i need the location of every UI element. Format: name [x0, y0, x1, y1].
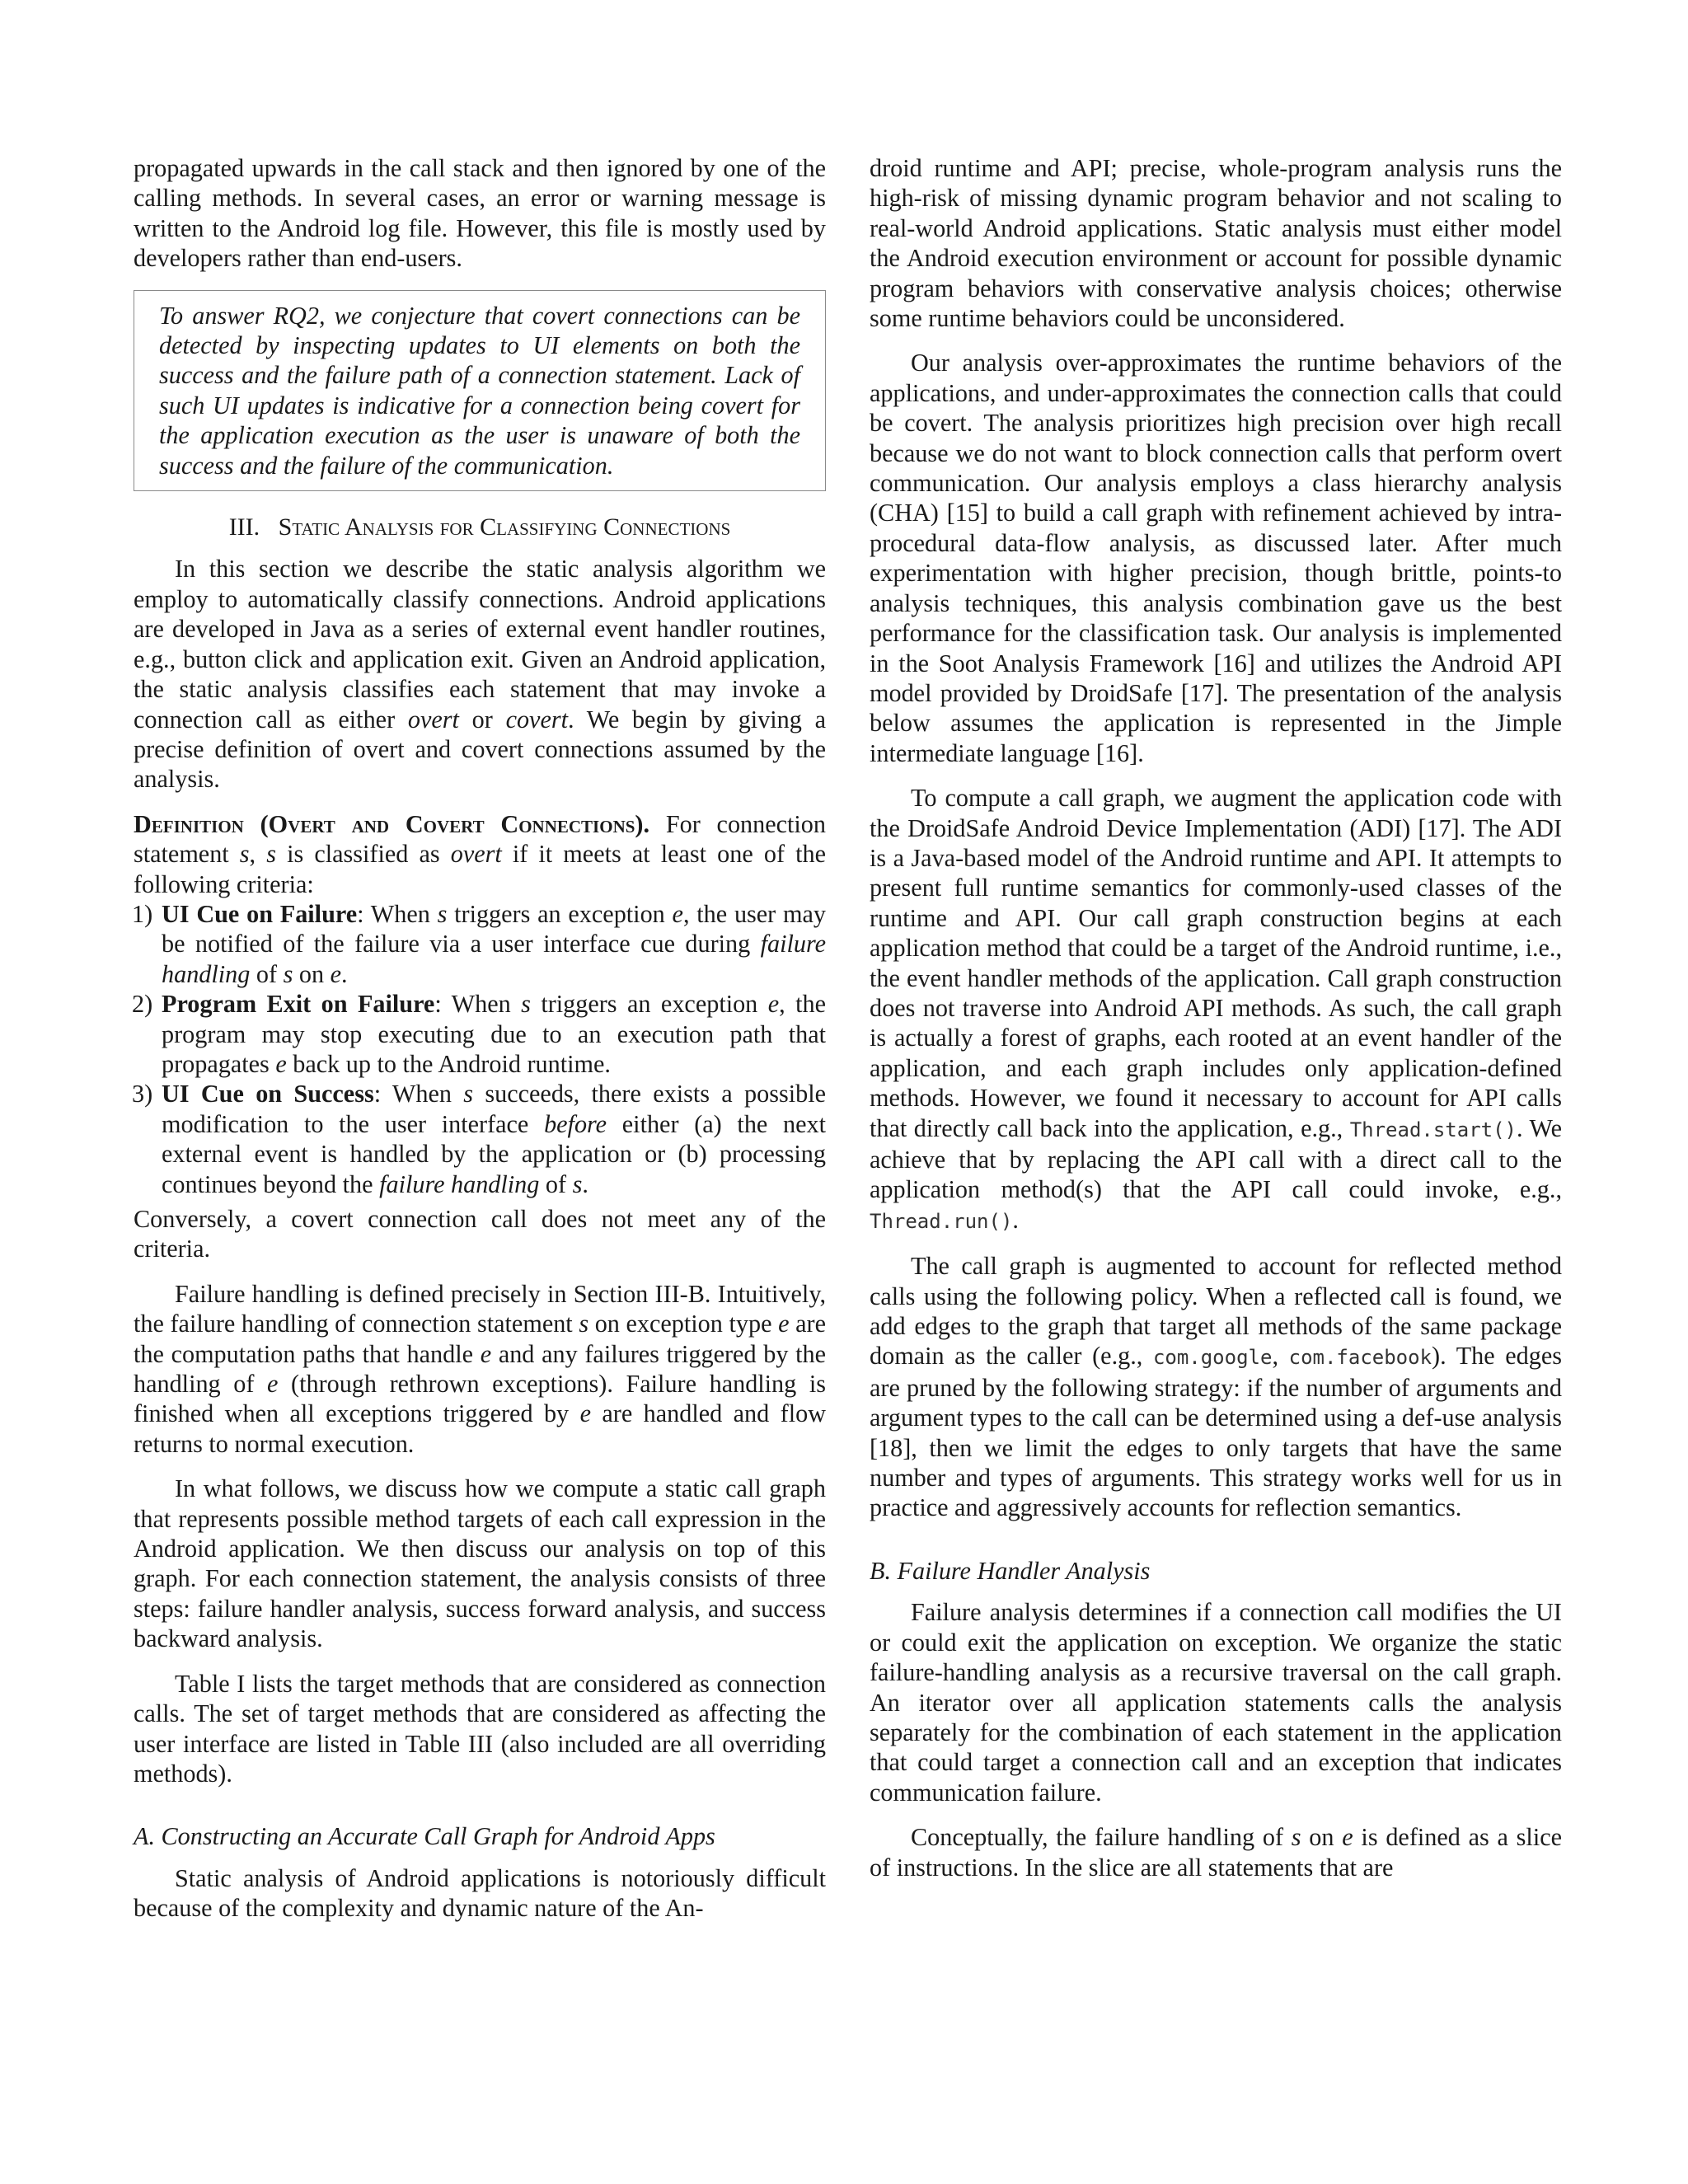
definition-paragraph: Definition (Overt and Covert Connections). For connection statement s, s is classified as overt if it meets at least one of the following criteria: [134, 809, 827, 898]
right-column [870, 153, 1562, 1897]
paragraph-section-intro: In this section we describe the static analysis algorithm we employ to automatically classify connections. Android applications are developed in Java as a series of external event handler routines, e.g., button click and application exit. Given an Android application, the static analysis classifies each statement that may invoke a connection call as either overt or covert. We begin by giving a precise definition of overt and covert connections assumed by the analysis. [134, 555, 827, 794]
paragraph-table-refs: Table I lists the target methods that are considered as connection calls. The set of target methods that are considered as affecting the user interface are listed in Table III (also included are all overriding methods). [134, 1669, 826, 1788]
criteria-list [134, 899, 826, 1199]
code-com: com [1288, 1346, 1325, 1370]
criterion-item: 2) Program Exit on Failure: When s triggers an exception e, the program may stop executing due to an execution path that propagates e back up to the Android runtime. [132, 990, 826, 1078]
definition-heading: Definition (Overt and Covert Connections). [134, 809, 650, 838]
left-column [134, 153, 826, 1938]
paragraph-intro: propagated upwards in the call stack and then ignored by one of the calling methods. In several cases, an error or warning message is written to the Android log file. However, this file is mostly used by developers rather than end-users. [134, 154, 826, 273]
paragraph-static-analysis: Static analysis of Android applications is notoriously difficult because of the complexity and dynamic nature of the An- [134, 1863, 826, 1923]
code-thread-run: Thread.run() [870, 1209, 1013, 1233]
paragraph-failure-handling: Failure handling is defined precisely in Section III-B. Intuitively, the failure handling of connection statement s on exception type e are the computation paths that handle e and any failures triggered by the handling of e (through rethrown exceptions). Failure handling is finished when all exceptions triggered by e are handled and flow returns to normal execution. [134, 1279, 826, 1458]
paragraph-conceptually: Conceptually, the failure handling of s on e is defined as a slice of instructions. In the slice are all statements that are [870, 1823, 1562, 1882]
rq2-box: To answer RQ2, we conjecture that covert connections can be detected by inspecting updates to UI elements on both the success and the failure path of a connection statement. Lack of such UI updates is indicative for a connection being covert for the application execution as the user is unaware of both the success and the failure of the communication. [134, 290, 826, 491]
paragraph-what-follows: In what follows, we discuss how we compute a static call graph that represents possible method targets of each call expression in the Android application. We then discuss our analysis on top of this graph. For each connection statement, the analysis consists of three steps: failure handler analysis, success forward analysis, and success backward analysis. [134, 1474, 826, 1653]
paragraph-continued: droid runtime and API; precise, whole-program analysis runs the high-risk of missing dynamic program behavior and not scaling to real-world Android applications. Static analysis must either model the Android execution environment or account for possible dynamic program behaviors with conservative analysis choices; otherwise some runtime behaviors could be unconsidered. [870, 154, 1562, 333]
subsection-a-heading: A. Constructing an Accurate Call Graph for Android Apps [134, 1822, 715, 1851]
section-heading [134, 513, 826, 542]
paragraph-call-graph: To compute a call graph, we augment the application code with the DroidSafe Android Device Implementation (ADI) [17]. The ADI is a Java-based model of the Android runtime and API. It attempts to present full runtime semantics for commonly-used classes of the runtime and API. Our call graph construction begins at each application method that could be a target of the Android runtime, i.e., the event handler methods of the application. Call graph construction does not traverse into Android API methods. As such, the call graph is actually a forest of graphs, each rooted at an event handler of the application, and each graph includes only application-defined methods. However, we found it necessary to account for API calls that directly call back into the application, e.g., Thread.start(). We achieve that by replacing the API call with a direct call to the application method(s) that the API call could invoke, e.g., Thread.run(). [870, 784, 1562, 1234]
code-thread-start: Thread.start() [1349, 1118, 1517, 1141]
paragraph-reflection: The call graph is augmented to account for reflected method calls using the following policy. When a reflected call is found, we add edges to the graph that target all methods of the same package domain as the caller (e.g., com.google, com.facebook). The edges are pruned by the following strategy: if the number of arguments and argument types to the call can be determined using a def-use analysis [18], then we limit the edges to only targets that have the same number and types of arguments. This strategy works well for us in practice and aggressively accounts for reflection semantics. [870, 1252, 1563, 1522]
code-com-google: com.google [1152, 1346, 1273, 1370]
paragraph-over-approx: Our analysis over-approximates the runtime behaviors of the applications, and under-approximates the connection calls that could be covert. The analysis prioritizes high precision over high recall because we do not want to block connection calls that perform overt communication. Our analysis employs a class hierarchy analysis (CHA) [15] to build a call graph with refinement achieved by intra-procedural data-flow analysis, as discussed later. After much experimentation with higher precision, though brittle, points-to analysis techniques, this analysis combination gave us the best performance for the classification task. Our analysis is implemented in the Soot Analysis Framework [16] and utilizes the Android API model provided by DroidSafe [17]. The presentation of the analysis below assumes the application is represented in the Jimple intermediate language [16]. [870, 349, 1562, 767]
subsection-b-heading: B. Failure Handler Analysis [870, 1556, 1151, 1585]
paragraph-conversely: Conversely, a covert connection call does not meet any of the criteria. [134, 1205, 826, 1263]
code-facebook: .facebook [1324, 1346, 1432, 1370]
section-number: III. [228, 513, 260, 541]
criterion-item: 1) UI Cue on Failure: When s triggers an exception e, the user may be notified of the failure via a user interface cue during failure handling of s on e. [132, 899, 826, 988]
paragraph-failure-analysis: Failure analysis determines if a connection call modifies the UI or could exit the application on exception. We organize the static failure-handling analysis as a recursive traversal on the call graph. An iterator over all application statements calls the analysis separately for the combination of each statement in the application that could target a connection call and an exception that indicates communication failure. [870, 1598, 1562, 1807]
section-title: Static Analysis for Classifying Connections [278, 513, 731, 541]
criterion-item: 3) UI Cue on Success: When s succeeds, there exists a possible modification to the user interface before either (a) the next external event is handled by the application or (b) processing continues beyond the failure handling of s. [132, 1080, 826, 1198]
